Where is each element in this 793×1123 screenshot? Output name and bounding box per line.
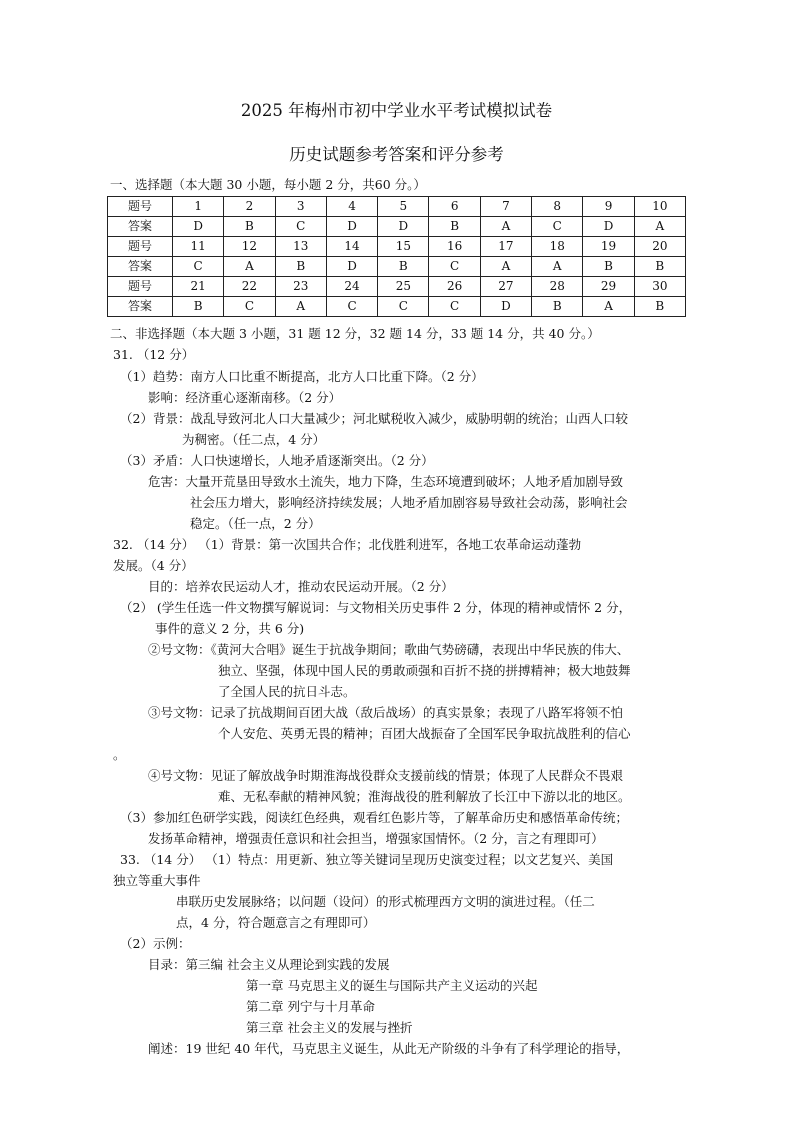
question-number-cell: 20 <box>634 237 685 257</box>
answer-cell: A <box>480 257 531 277</box>
q32-part1-cont: 发展。（4 分） <box>113 558 194 573</box>
question-number-cell: 17 <box>480 237 531 257</box>
row-label-cell: 题号 <box>108 197 173 217</box>
question-number-cell: 13 <box>275 237 326 257</box>
question-number-cell: 23 <box>275 277 326 297</box>
q32-artifact2-cont1: 独立、坚强，体现中国人民的勇敢顽强和百折不挠的拼搏精神；极大地鼓舞 <box>218 663 631 678</box>
question-number-cell: 19 <box>583 237 634 257</box>
question-number-cell: 16 <box>429 237 480 257</box>
question-number-cell: 18 <box>532 237 583 257</box>
answer-cell: B <box>224 217 275 237</box>
question-number-cell: 1 <box>173 197 224 217</box>
section1-heading: 一、选择题（本大题 30 小题，每小题 2 分，共60 分。） <box>110 177 426 192</box>
q33-part1-cont2: 串联历史发展脉络；以问题（设问）的形式梳理西方文明的演进过程。（任二 <box>176 894 595 909</box>
q32-artifact3-cont1: 个人安危、英勇无畏的精神；百团大战振奋了全国军民争取抗战胜利的信心 <box>218 726 631 741</box>
answer-cell: B <box>429 217 480 237</box>
q32-artifact2-cont2: 了全国人民的抗日斗志。 <box>218 684 356 699</box>
answer-row <box>108 257 686 277</box>
q32-header: 32. （14 分） （1）背景：第一次国共合作；北伐胜利进军，各地工农革命运动蓬勃 <box>113 537 582 552</box>
question-number-cell: 15 <box>378 237 429 257</box>
q32-part3-cont: 发扬革命精神，增强责任意识和社会担当，增强家国情怀。（2 分，言之有理即可） <box>148 831 604 846</box>
question-number-cell: 12 <box>224 237 275 257</box>
q33-part1-cont1: 独立等重大事件 <box>113 873 201 888</box>
q31-part2-background: （2）背景：战乱导致河北人口大量减少；河北赋税收入减少，威胁明朝的统治；山西人口较 <box>120 411 628 426</box>
question-number-cell: 29 <box>583 277 634 297</box>
answer-cell: B <box>173 297 224 317</box>
question-number-cell: 10 <box>634 197 685 217</box>
answer-cell: C <box>532 217 583 237</box>
question-number-cell: 6 <box>429 197 480 217</box>
question-number-cell: 26 <box>429 277 480 297</box>
answer-cell: C <box>224 297 275 317</box>
row-label-cell: 答案 <box>108 217 173 237</box>
q33-part2-example: （2）示例： <box>120 936 191 951</box>
answer-row <box>108 217 686 237</box>
answer-cell: D <box>326 217 377 237</box>
q33-part1-cont3: 点，4 分，符合题意言之有理即可） <box>176 915 376 930</box>
q32-artifact4-cont: 难、无私奉献的精神风貌；淮海战役的胜利解放了长江中下游以北的地区。 <box>218 789 631 804</box>
answer-cell: D <box>173 217 224 237</box>
answer-cell: C <box>429 257 480 277</box>
question-number-cell: 14 <box>326 237 377 257</box>
question-number-cell: 27 <box>480 277 531 297</box>
question-number-cell: 9 <box>583 197 634 217</box>
question-number-cell: 22 <box>224 277 275 297</box>
question-row <box>108 277 686 297</box>
answer-cell: A <box>480 217 531 237</box>
answer-cell: A <box>224 257 275 277</box>
q31-part2-cont: 为稠密。（任二点，4 分） <box>182 432 326 447</box>
answer-cell: D <box>326 257 377 277</box>
question-number-cell: 11 <box>173 237 224 257</box>
q33-chapter1: 第一章 马克思主义的诞生与国际共产主义运动的兴起 <box>246 978 538 993</box>
q32-artifact3-cont2: 。 <box>113 747 126 762</box>
answer-cell: D <box>378 217 429 237</box>
question-number-cell: 8 <box>532 197 583 217</box>
q31-part3-harm-cont1: 社会压力增大，影响经济持续发展；人地矛盾加剧容易导致社会动荡，影响社会 <box>190 495 628 510</box>
q32-artifact2: ②号文物：《黄河大合唱》诞生于抗战争期间；歌曲气势磅礴，表现出中华民族的伟大、 <box>148 642 630 657</box>
answer-cell: D <box>480 297 531 317</box>
answer-cell: B <box>532 297 583 317</box>
question-number-cell: 3 <box>275 197 326 217</box>
answer-cell: A <box>583 297 634 317</box>
row-label-cell: 题号 <box>108 237 173 257</box>
q32-artifact4: ④号文物：见证了解放战争时期淮海战役群众支援前线的情景；体现了人民群众不畏艰 <box>148 768 624 783</box>
q31-part3-contradiction: （3）矛盾：人口快速增长，人地矛盾逐渐突出。（2 分） <box>120 453 434 468</box>
answer-cell: C <box>173 257 224 277</box>
q33-chapter3: 第三章 社会主义的发展与挫折 <box>246 1020 413 1035</box>
q32-part1-purpose: 目的：培养农民运动人才，推动农民运动开展。（2 分） <box>148 579 454 594</box>
document-title: 2025 年梅州市初中学业水平考试模拟试卷 <box>240 101 553 120</box>
q31-part3-harm: 危害：大量开荒垦田导致水土流失，地力下降，生态环境遭到破坏；人地矛盾加剧导致 <box>148 474 624 489</box>
q33-exposition: 阐述：19 世纪 40 年代，马克思主义诞生，从此无产阶级的斗争有了科学理论的指导， <box>148 1041 630 1056</box>
answer-cell: B <box>275 257 326 277</box>
q31-part1-trend: （1）趋势：南方人口比重不断提高，北方人口比重下降。（2 分） <box>120 369 484 384</box>
answer-cell: A <box>532 257 583 277</box>
question-number-cell: 28 <box>532 277 583 297</box>
q31-header: 31. （12 分） <box>113 347 195 362</box>
answer-cell: B <box>378 257 429 277</box>
answer-cell: B <box>634 257 685 277</box>
answer-cell: D <box>583 217 634 237</box>
answer-cell: A <box>634 217 685 237</box>
question-number-cell: 4 <box>326 197 377 217</box>
question-number-cell: 21 <box>173 277 224 297</box>
row-label-cell: 答案 <box>108 257 173 277</box>
question-number-cell: 25 <box>378 277 429 297</box>
q32-part3: （3）参加红色研学实践，阅读红色经典，观看红色影片等，了解革命历史和感悟革命传统； <box>120 810 628 825</box>
question-number-cell: 30 <box>634 277 685 297</box>
row-label-cell: 题号 <box>108 277 173 297</box>
answer-table <box>107 196 686 317</box>
q33-chapter2: 第二章 列宁与十月革命 <box>246 999 375 1014</box>
row-label-cell: 答案 <box>108 297 173 317</box>
answer-cell: C <box>326 297 377 317</box>
answer-cell: B <box>583 257 634 277</box>
answer-row <box>108 297 686 317</box>
section2-heading: 二、非选择题（本大题 3 小题，31 题 12 分，32 题 14 分，33 题 14 分，共 40 分。） <box>110 326 600 341</box>
answer-cell: B <box>634 297 685 317</box>
question-row <box>108 237 686 257</box>
answer-cell: A <box>275 297 326 317</box>
question-row <box>108 197 686 217</box>
question-number-cell: 7 <box>480 197 531 217</box>
q33-header: 33. （14 分） （1）特点：用更新、独立等关键词呈现历史演变过程；以文艺复兴、美国 <box>120 852 614 867</box>
q32-part2-instruction: （2） (学生任选一件文物撰写解说词：与文物相关历史事件 2 分，体现的精神或情怀 2 分， <box>120 600 632 615</box>
document-subtitle: 历史试题参考答案和评分参考 <box>289 145 504 164</box>
q31-part3-harm-cont2: 稳定。（任一点，2 分） <box>190 516 321 531</box>
question-number-cell: 2 <box>224 197 275 217</box>
answer-cell: C <box>429 297 480 317</box>
q32-part2-instruction-cont: 事件的意义 2 分，共 6 分) <box>155 621 305 636</box>
question-number-cell: 5 <box>378 197 429 217</box>
q33-contents: 目录：第三编 社会主义从理论到实践的发展 <box>148 957 390 972</box>
question-number-cell: 24 <box>326 277 377 297</box>
q32-artifact3: ③号文物：记录了抗战期间百团大战（敌后战场）的真实景象；表现了八路军将领不怕 <box>148 705 624 720</box>
answer-cell: C <box>275 217 326 237</box>
answer-cell: C <box>378 297 429 317</box>
q31-part1-impact: 影响：经济重心逐渐南移。（2 分） <box>148 390 342 405</box>
